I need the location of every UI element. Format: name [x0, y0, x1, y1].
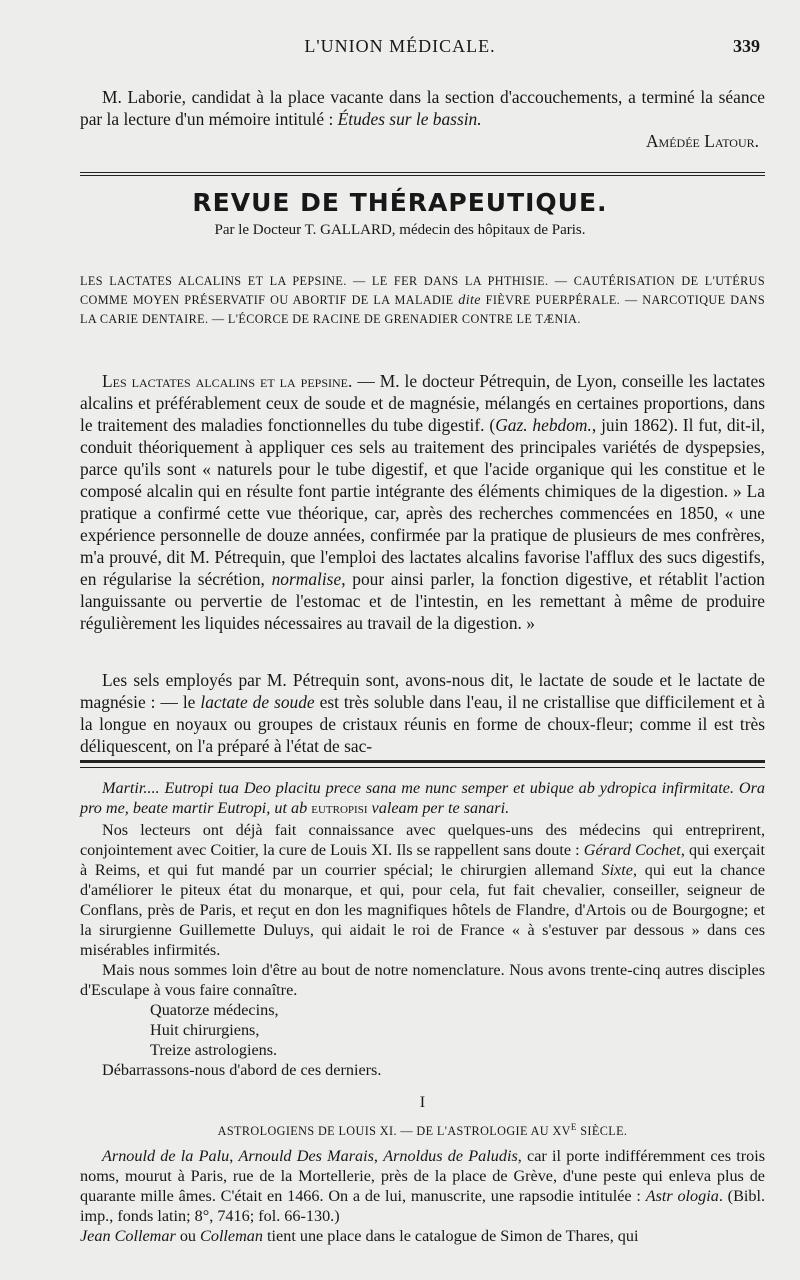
section-roman-numeral: I — [419, 1093, 426, 1111]
running-header — [0, 36, 800, 60]
latin-prayer: Martir.... Eutropi tua Deo placitu prece sana me nunc semper et ubique ab ydropica infirmitate. Ora pro me, beate martir Eutropi, ut ab eutropisi valeam per te sanari. — [80, 779, 765, 817]
signature: Amédée Latour. — [646, 131, 759, 151]
section-divider — [80, 172, 765, 176]
paragraph-heading: Les lactates alcalins et la pepsine. — [102, 371, 353, 391]
feuilleton-divider-top — [80, 760, 765, 763]
feuilleton-paragraph-1: Nos lecteurs ont déjà fait connaissance avec quelques-uns des médecins qui entreprirent, conjointement avec Coitier, la cure de Louis XI. Ils se rappellent sans doute : Gérard Cochet, qui exerçait à Reims, et qui fut mandé par un courrier spécial; le chirurgien allemand Sixte, qui eut la chance d'améliorer le piteux état du monarque, et qui, pour cela, fut fait chevalier, conseiller, seigneur de Conflans, près de Paris, et reçut en don les magnifiques hôtels de Flandre, d'Artois ou de Bourgogne; et la sirurgienne Guillemette Duluys, qui aidait le roi de France « à s'estuver par dessous » dans ces misérables infirmités. — [80, 821, 766, 959]
list-item: Huit chirurgiens, — [150, 1021, 260, 1039]
feuilleton-subheading: ASTROLOGIENS DE LOUIS XI. — DE L'ASTROLOGIE AU $XV^E$ SIÈCLE. — [217, 1122, 628, 1139]
physician-count-list — [80, 1000, 800, 1060]
feuilleton-paragraph-2: Mais nous sommes loin d'être au bout de notre nomenclature. Nous avons trente-cinq autres disciples d'Esculape à vous faire connaître. — [80, 961, 765, 999]
section-title: REVUE DE THÉRAPEUTIQUE. — [192, 188, 608, 217]
feuilleton-paragraph-5: Jean Collemar ou Colleman tient une place dans le catalogue de Simon de Thares, qui — [80, 1227, 639, 1245]
feuilleton-paragraph-3: Débarrassons-nous d'abord de ces derniers. — [102, 1061, 382, 1079]
section-summary: LES LACTATES ALCALINS ET LA PEPSINE. — LE FER DANS LA PHTHISIE. — CAUTÉRISATION DE L'UTÉRUS COMME MOYEN PRÉSERVATIF OU ABORTIF DE LA MALADIE dite FIÈVRE PUERPÉRALE. — NARCOTIQUE DANS LA CARIE DENTAIRE. — L'ÉCORCE DE RACINE DE GRENADIER CONTRE LE TÆNIA. — [80, 274, 765, 326]
page-number: 339 — [733, 36, 760, 56]
list-item: Treize astrologiens. — [150, 1041, 278, 1059]
feuilleton-paragraph-4: Arnould de la Palu, Arnould Des Marais, Arnoldus de Paludis, car il porte indifféremment ces trois noms, mourut à Paris, rue de la Mortellerie, près de la place de Grève, d'une peste qui enleva plus de quarante mille âmes. C'était en 1466. On a de lui, manuscrite, une rapsodie intitulée : Astr ologia. (Bibl. imp., fonds latin; 8°, 7416; fol. 66-130.) — [80, 1147, 766, 1225]
memoir-title: Études sur le bassin. — [337, 109, 482, 129]
feuilleton-divider-bottom — [80, 767, 765, 768]
journal-title: L'UNION MÉDICALE. — [304, 36, 496, 56]
author-byline: Par le Docteur T. GALLARD, médecin des hôpitaux de Paris. — [214, 222, 586, 238]
closing-paragraph: M. Laborie, candidat à la place vacante dans la section d'accouchements, a terminé la séance par la lecture d'un mémoire intitulé : Études sur le bassin. Amédée Latour. — [80, 87, 765, 151]
list-item: Quatorze médecins, — [150, 1001, 279, 1019]
body-paragraph-1: Les lactates alcalins et la pepsine. — M. le docteur Pétrequin, de Lyon, conseille les lactates alcalins et préférablement ceux de soude et de magnésie, mélangés en certaines proportions, dans le traitement des maladies fonctionnelles du tube digestif. (Gaz. hebdom., juin 1862). Il fut, dit-il, conduit théoriquement à appliquer ces sels au traitement des principales variétés de dyspepsies, parce qu'ils sont « naturels pour le tube digestif, et que l'acide organique qui les constitue et le composé alcalin qui en résulte font partie intégrante des éléments chimiques de la digestion. » La pratique a confirmé cette vue théorique, car, après des recherches commencées en 1850, « une expérience personnelle de douze années, confirmée par la pratique de plusieurs de mes confrères, m'a prouvé, dit M. Pétrequin, que l'emploi des lactates alcalins favorise l'afflux des sucs digestifs, en régularise la sécrétion, normalise, pour ainsi parler, la fonction digestive, et rétablit l'action languissante ou pervertie de l'estomac et de l'intestin, en les remettant à même de produire régulièrement les liquides nécessaires au travail de la digestion. » — [80, 371, 765, 633]
body-paragraph-2: Les sels employés par M. Pétrequin sont, avons-nous dit, le lactate de soude et le lactate de magnésie : — le lactate de soude est très soluble dans l'eau, il ne cristallise que difficilement et à la longue en noyaux ou groupes de cristaux réunis en forme de choux-fleur; comme il est très déliquescent, on l'a préparé à l'état de sac- — [80, 670, 765, 756]
